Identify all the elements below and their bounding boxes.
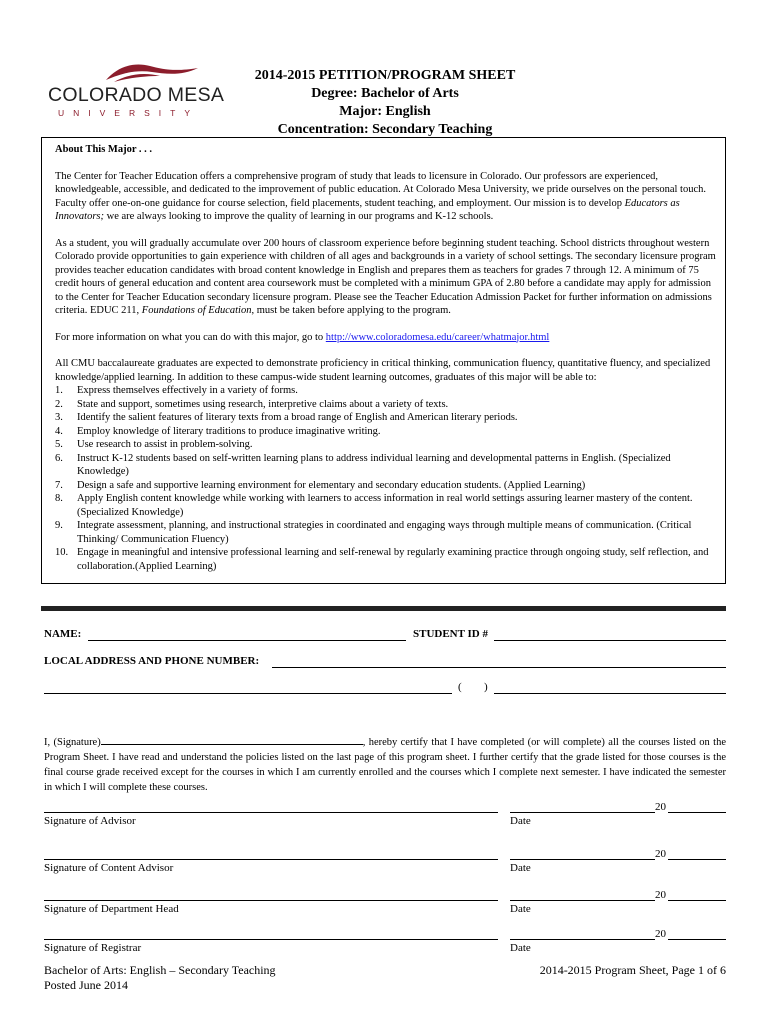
list-item: 4. Employ knowledge of literary traditions to produce imaginative writing. [55, 425, 381, 437]
address-label: LOCAL ADDRESS AND PHONE NUMBER: [44, 655, 260, 667]
about-paragraph-4: All CMU baccalaureate graduates are expected to demonstrate proficiency in critical thinking, communication fluency, quantitative fluency, and specialized knowledge/applied learning. In addition to these campus-wide student learning outcomes, graduates of this major will be able to: [55, 358, 711, 383]
about-title: About This Major . . . [55, 144, 153, 155]
logo-name: COLORADO MESA [48, 84, 225, 106]
registrar-date-year: 20 [655, 928, 666, 940]
content-advisor-date-label: Date [510, 862, 531, 874]
header-major: Major: English [339, 104, 431, 119]
advisor-date-label: Date [510, 815, 531, 827]
department-head-year-line[interactable] [668, 900, 726, 901]
list-item: 7. Design a safe and supportive learning environment for elementary and secondary education students. (Applied Learning) [55, 479, 586, 491]
content-advisor-year-line[interactable] [668, 859, 726, 860]
logo-sub: UNIVERSITY [58, 108, 200, 118]
header-title: 2014-2015 PETITION/PROGRAM SHEET [254, 68, 516, 83]
registrar-signature-line[interactable] [44, 939, 498, 940]
certify-signature-field[interactable] [101, 734, 363, 745]
name-field[interactable] [88, 640, 406, 641]
advisor-date-year: 20 [655, 801, 666, 813]
department-head-signature-label: Signature of Department Head [44, 903, 179, 915]
career-link[interactable]: http://www.coloradomesa.edu/career/whatmajor.html [325, 331, 550, 343]
advisor-signature-label: Signature of Advisor [44, 815, 136, 827]
certification-statement: I, (Signature) , hereby certify that I have completed (or will complete) all the courses listed on the Program Sheet. I have read and understand the policies listed on the last page of this program sheet. I further certify that the grade listed for those courses is the final course grade received except for the courses in which I am currently enrolled and the courses which I complete next semester. I have indicated the semester in which I will complete these courses. [44, 734, 726, 795]
department-head-signature-line[interactable] [44, 900, 498, 901]
about-section [55, 143, 720, 573]
content-advisor-date-line[interactable] [510, 859, 655, 860]
university-logo [48, 62, 225, 126]
list-item: 1. Express themselves effectively in a variety of forms. [55, 385, 298, 396]
department-head-date-label: Date [510, 903, 531, 915]
header-degree: Degree: Bachelor of Arts [311, 86, 459, 101]
outcomes-list [55, 384, 720, 573]
about-paragraph-3: For more information on what you can do with this major, go to http://www.coloradomesa.edu/career/whatmajor.html [55, 331, 550, 343]
list-item: 3. Identify the salient features of literary texts from a broad range of English and American literary periods. [55, 412, 518, 423]
content-advisor-signature-line[interactable] [44, 859, 498, 860]
content-advisor-signature-label: Signature of Content Advisor [44, 862, 174, 874]
address-field-line2[interactable] [44, 693, 452, 694]
advisor-signature-line[interactable] [44, 812, 498, 813]
footer-posted-date: Posted June 2014 [44, 978, 128, 992]
content-advisor-date-year: 20 [655, 848, 666, 860]
phone-open-paren: ( [458, 681, 462, 693]
student-id-field[interactable] [494, 640, 726, 641]
phone-field[interactable] [494, 693, 726, 694]
advisor-date-line[interactable] [510, 812, 655, 813]
phone-close-paren: ) [484, 681, 488, 693]
list-item: 10. Engage in meaningful and intensive professional learning and self-renewal by regularly examining practice through ongoing study, self reflection, and collaboration.(Applied Learning) [55, 547, 709, 572]
advisor-year-line[interactable] [668, 812, 726, 813]
list-item: 2. State and support, sometimes using research, interpretive claims about a variety of texts. [55, 398, 449, 410]
list-item: 9. Integrate assessment, planning, and instructional strategies in coordinated and engaging ways through multiple means of communication. (Critical Thinking/ Communication Fluency) [55, 520, 692, 545]
mesa-logo-icon [104, 62, 200, 84]
registrar-signature-label: Signature of Registrar [44, 942, 142, 954]
registrar-date-line[interactable] [510, 939, 655, 940]
list-item: 5. Use research to assist in problem-solving. [55, 439, 253, 450]
section-divider [41, 606, 726, 611]
about-paragraph-1: The Center for Teacher Education offers a comprehensive program of study that leads to licensure in Colorado. Our professors are experienced, knowledgeable, accessible, and dedicated to the improvement of public education. At Colorado Mesa University, we pride ourselves on the personal touch. Faculty offer one-on-one guidance for course selection, field placements, student teaching, and employment. Our mission is to develop Educators as Innovators; we are always looking to improve the quality of learning in our programs and K-12 schools. [55, 170, 707, 222]
footer-program: Bachelor of Arts: English – Secondary Teaching [44, 963, 276, 977]
about-paragraph-2: As a student, you will gradually accumulate over 200 hours of classroom experience before beginning student teaching. School districts throughout western Colorado provide opportunities to gain experience with children of all ages and backgrounds in a variety of school settings. The secondary licensure program provides teacher education candidates with broad content knowledge in English and prepares them as teachers for grades 7 through 12. A minimum of 75 credit hours of general education and content area coursework must be completed with a minimum GPA of 2.80 before a candidate may apply for admission to the Center for Teacher Education secondary licensure program. Please see the Teacher Education Admission Packet for further information on admissions criteria. EDUC 211, Foundations of Education, must be taken before applying to the program. [55, 237, 716, 316]
header-concentration: Concentration: Secondary Teaching [277, 122, 493, 137]
list-item: 6. Instruct K-12 students based on self-written learning plans to address individual learning and developmental patterns in English. (Specialized Knowledge) [55, 452, 671, 477]
footer-page-number: 2014-2015 Program Sheet, Page 1 of 6 [539, 963, 726, 977]
student-id-label: STUDENT ID # [413, 628, 488, 640]
department-head-date-line[interactable] [510, 900, 655, 901]
registrar-date-label: Date [510, 942, 531, 954]
list-item: 8. Apply English content knowledge while working with learners to access information in real world settings assuring learner mastery of the content. (Specialized Knowledge) [55, 493, 693, 518]
department-head-date-year: 20 [655, 889, 666, 901]
registrar-year-line[interactable] [668, 939, 726, 940]
name-label: NAME: [44, 628, 82, 640]
address-field[interactable] [272, 667, 726, 668]
